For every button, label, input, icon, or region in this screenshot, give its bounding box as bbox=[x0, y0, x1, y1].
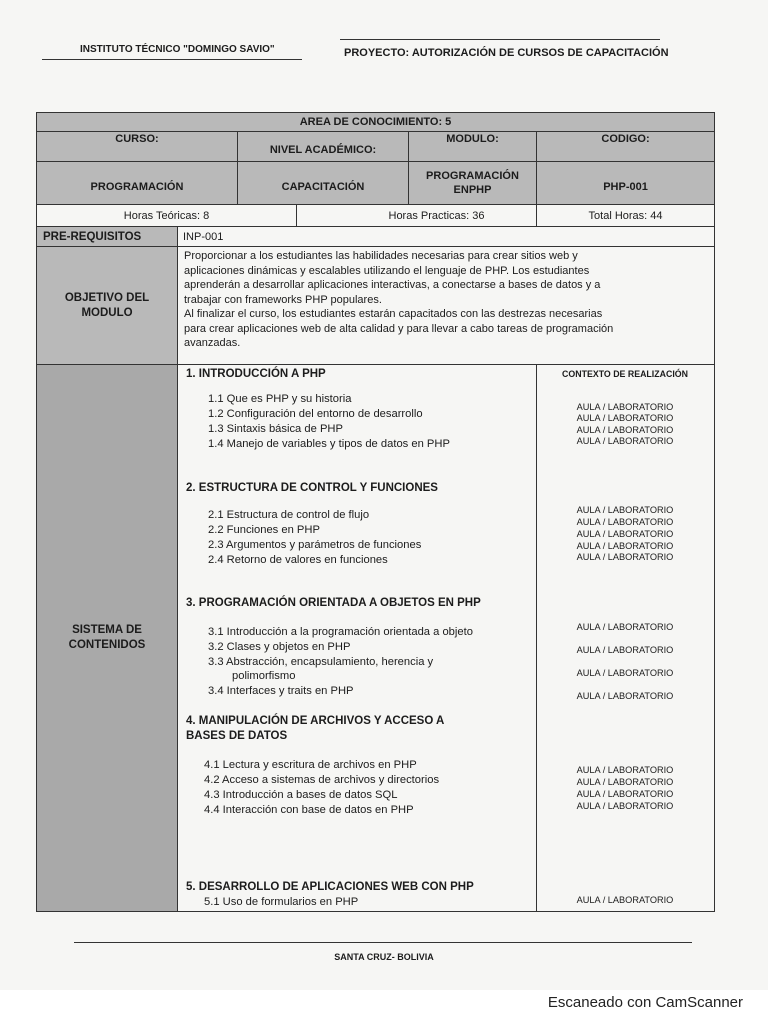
objective-text bbox=[178, 247, 715, 365]
objective-label-line1: OBJETIVO DEL bbox=[64, 291, 150, 304]
level-header: NIVEL ACADÉMICO: bbox=[238, 132, 409, 162]
section-item: 4.4 Interacción con base de datos en PHP bbox=[204, 804, 414, 816]
institute-name: INSTITUTO TÉCNICO "DOMINGO SAVIO" bbox=[80, 44, 275, 55]
context-value: AULA / LABORATORIO bbox=[576, 552, 674, 562]
section-item: 3.1 Introducción a la programación orientada a objeto bbox=[208, 626, 473, 638]
footer-line bbox=[74, 942, 692, 943]
section-item: 4.1 Lectura y escritura de archivos en PHP bbox=[204, 759, 417, 771]
course-header: CURSO: bbox=[37, 132, 238, 162]
context-value: AULA / LABORATORIO bbox=[576, 622, 674, 632]
contents-label-line1: SISTEMA DE bbox=[72, 624, 142, 636]
section-title: 5. DESARROLLO DE APLICACIONES WEB CON PHP bbox=[186, 881, 474, 893]
context-header: CONTEXTO DE REALIZACIÓN bbox=[562, 369, 688, 379]
context-value: AULA / LABORATORIO bbox=[576, 425, 674, 435]
section-item: 4.3 Introducción a bases de datos SQL bbox=[204, 789, 398, 801]
knowledge-area: AREA DE CONOCIMIENTO: 5 bbox=[37, 113, 715, 132]
context-value: AULA / LABORATORIO bbox=[576, 505, 674, 515]
section-title: 1. INTRODUCCIÓN A PHP bbox=[186, 368, 326, 380]
section-item: 3.2 Clases y objetos en PHP bbox=[208, 641, 351, 653]
context-value: AULA / LABORATORIO bbox=[576, 413, 674, 423]
section-item: 1.1 Que es PHP y su historia bbox=[208, 393, 352, 405]
context-value: AULA / LABORATORIO bbox=[576, 765, 674, 775]
footer-location: SANTA CRUZ- BOLIVIA bbox=[334, 952, 434, 962]
theory-hours: Horas Teóricas: 8 bbox=[37, 205, 297, 227]
objective-line: aplicaciones dinámicas y escalables utilizando el lenguaje de PHP. Los estudiantes bbox=[184, 264, 590, 277]
section-item: 1.2 Configuración del entorno de desarrollo bbox=[208, 408, 423, 420]
project-title: PROYECTO: AUTORIZACIÓN DE CURSOS DE CAPACITACIÓN bbox=[344, 47, 669, 59]
contents-list bbox=[178, 365, 537, 912]
objective-label-line2: MODULO bbox=[81, 306, 133, 319]
course-value: PROGRAMACIÓN bbox=[37, 162, 238, 205]
section-item: 2.1 Estructura de control de flujo bbox=[208, 509, 370, 521]
section-item: 2.4 Retorno de valores en funciones bbox=[208, 554, 388, 566]
module-value bbox=[409, 162, 537, 205]
level-value: CAPACITACIÓN bbox=[238, 162, 409, 205]
objective-label bbox=[37, 247, 178, 365]
section-title: 2. ESTRUCTURA DE CONTROL Y FUNCIONES bbox=[186, 482, 438, 494]
objective-line: Al finalizar el curso, los estudiantes estarán capacitados con las destrezas necesarias bbox=[184, 308, 603, 320]
context-value: AULA / LABORATORIO bbox=[576, 436, 674, 446]
module-value-line1: PROGRAMACIÓN bbox=[426, 170, 519, 182]
module-value-line2: ENPHP bbox=[453, 184, 492, 196]
context-value: AULA / LABORATORIO bbox=[576, 789, 674, 799]
context-value: AULA / LABORATORIO bbox=[576, 402, 674, 412]
course-table bbox=[36, 112, 715, 912]
contents-label-line2: CONTENIDOS bbox=[68, 639, 146, 651]
section-title: 3. PROGRAMACIÓN ORIENTADA A OBJETOS EN PHP bbox=[186, 597, 481, 609]
context-value: AULA / LABORATORIO bbox=[576, 529, 674, 539]
context-value: AULA / LABORATORIO bbox=[576, 777, 674, 787]
context-value: AULA / LABORATORIO bbox=[576, 895, 674, 905]
section-item: 2.2 Funciones en PHP bbox=[208, 524, 320, 536]
scanner-watermark: Escaneado con CamScanner bbox=[547, 994, 743, 1011]
prerequisites-value: INP-001 bbox=[178, 227, 715, 247]
contents-label bbox=[37, 365, 178, 912]
section-item: 1.4 Manejo de variables y tipos de datos en PHP bbox=[208, 438, 450, 450]
section-item: 5.1 Uso de formularios en PHP bbox=[204, 896, 359, 908]
objective-line: para crear aplicaciones web de alta calidad y para llevar a cabo tareas de programación bbox=[184, 322, 614, 335]
context-value: AULA / LABORATORIO bbox=[576, 645, 674, 655]
objective-line: aprenderán a desarrollar aplicaciones interactivas, a conectarse a bases de datos y a bbox=[184, 279, 601, 291]
objective-line: avanzadas. bbox=[184, 337, 241, 349]
section-item: 1.3 Sintaxis básica de PHP bbox=[208, 423, 343, 435]
code-header: CODIGO: bbox=[537, 132, 715, 162]
context-value: AULA / LABORATORIO bbox=[576, 517, 674, 527]
context-column bbox=[537, 365, 715, 912]
section-item: 3.4 Interfaces y traits en PHP bbox=[208, 685, 354, 697]
context-value: AULA / LABORATORIO bbox=[576, 801, 674, 811]
objective-line: trabajar con frameworks PHP populares. bbox=[184, 293, 382, 306]
section-item: 3.3 Abstracción, encapsulamiento, herencia y bbox=[208, 656, 434, 668]
code-value: PHP-001 bbox=[537, 162, 715, 205]
context-value: AULA / LABORATORIO bbox=[576, 541, 674, 551]
total-hours: Total Horas: 44 bbox=[537, 205, 715, 227]
section-item: 2.3 Argumentos y parámetros de funciones bbox=[208, 539, 422, 551]
context-value: AULA / LABORATORIO bbox=[576, 691, 674, 701]
header-underline-left bbox=[42, 59, 302, 60]
header-overline-right bbox=[340, 39, 660, 40]
practice-hours: Horas Practicas: 36 bbox=[297, 205, 537, 227]
module-header: MODULO: bbox=[409, 132, 537, 162]
context-value: AULA / LABORATORIO bbox=[576, 668, 674, 678]
section-title: 4. MANIPULACIÓN DE ARCHIVOS Y ACCESO A bbox=[186, 715, 445, 727]
section-title: BASES DE DATOS bbox=[186, 730, 288, 742]
section-item: polimorfismo bbox=[232, 670, 296, 682]
prerequisites-label: PRE-REQUISITOS bbox=[37, 227, 178, 247]
objective-line: Proporcionar a los estudiantes las habilidades necesarias para crear sitios web y bbox=[184, 250, 578, 262]
section-item: 4.2 Acceso a sistemas de archivos y directorios bbox=[204, 774, 440, 786]
